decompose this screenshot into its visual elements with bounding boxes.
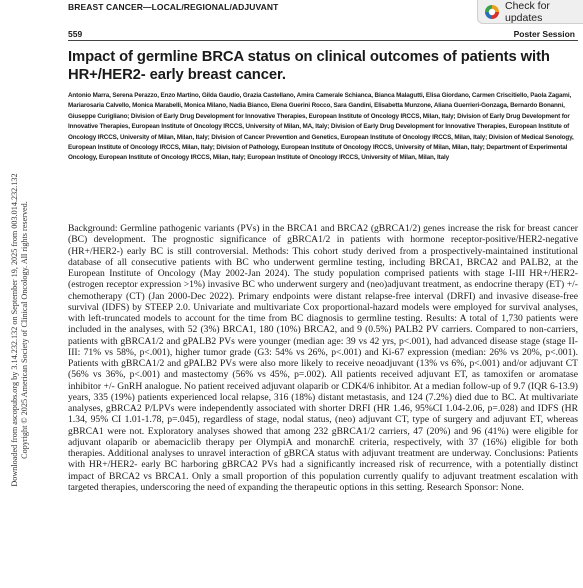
- session-type: Poster Session: [513, 29, 575, 39]
- download-notice-line2: Copyright © 2025 American Society of Clinical Oncology. All rights reserved.: [20, 201, 29, 459]
- check-for-updates-button[interactable]: [477, 0, 583, 24]
- page-number: 559: [68, 29, 83, 39]
- header-divider: [68, 40, 578, 41]
- check-for-updates-label: Check for updates: [505, 0, 550, 24]
- check-for-updates-icon: [484, 4, 500, 20]
- download-notice: [10, 173, 30, 486]
- download-sidebar: [0, 0, 40, 588]
- author-affiliations: Antonio Marra, Serena Perazzo, Enzo Martino, Gilda Gaudio, Grazia Castellano, Amira Camerale Schianca, Bianca Malagutti, Elisa Giordano, Carmen Criscitiello, Paola Zagami, Mariarosaria Calvello, Monica Marabelli, Monica Milano, Nadia Bianco, Elena Guerini Rocco, Sara Gandini, Elisabetta Munzone, Aliana Guerrieri-Gonzaga, Bernardo Bonanni, Giuseppe Curigliano; Division of Early Drug Development for Innovative Therapies, European Institute of Oncology IRCCS, Milan, Italy; Division of Early Drug Development for Innovative Therapies, European Institute of Oncology IRCCS, University of Milan, MA, Italy; Division of Early Drug Development for Innovative Therapies, European Institute of Oncology IRCCS, University of Milan, Milan, Italy; Division of Cancer Prevention and Genetics, European Institute of Oncology IRCCS, Milan, Italy; Division of Medical Senology, European Institute of Oncology IRCCS, Milan, Italy; Division of Pathology, European Institute of Oncology IRCCS, University of Milan, Milan, Italy; Department of Experimental Oncology, European Institute of Oncology IRCCS, Milan, Italy; European Institute of Oncology IRCCS, University of Milan, Milan, Italy: [68, 92, 574, 162]
- section-label: BREAST CANCER—LOCAL/REGIONAL/ADJUVANT: [68, 2, 279, 12]
- download-notice-line1: Downloaded from ascopubs.org by 3.14.232.132 on September 19, 2025 from 003.014.232.132: [10, 173, 19, 487]
- article-title: Impact of germline BRCA status on clinical outcomes of patients with HR+/HER2- early breast cancer.: [68, 49, 550, 83]
- abstract-body: Background: Germline pathogenic variants (PVs) in the BRCA1 and BRCA2 (gBRCA1/2) genes increase the risk for breast cancer (BC) development. The prognostic significance of gBRCA1/2 in patients with hormone receptor-positive/HER2-negative (HR+/HER2-) early BC is still controversial. Methods: This cohort study derived from a prospectively-maintained institutional database of all consecutive patients with BC who underwent germline testing, including BRCA1, BRCA2 and PALB2, at the European Institute of Oncology (May 2002-Jan 2024). The study population comprised patients with stage I-III HR+/HER2- (estrogen receptor expression >1%) invasive BC who underwent surgery and (neo)adjuvant treatment, as endocrine therapy (ET) +/- chemotherapy (CT) (Jan 2000-Dec 2022). Primary endpoints were distant relapse-free interval (DRFI) and invasive disease-free survival (IDFS) by STEEP 2.0. Univariate and multivariate Cox proportional-hazard models were employed for survival analyses, with left-truncated models to account for the time from BC diagnosis to germline testing. Results: A total of 1,730 patients were included in the analyses, with 52 (3%) BRCA1, 180 (10%) BRCA2, and 9 (0.5%) PALB2 PV carriers. Compared to non-carriers, patients with gBRCA1/2 and gPALB2 PVs were younger (median age: 39 vs 42 yrs, p<.001), had advanced disease stage (stage II-III: 71% vs 58%, p<.001), higher tumor grade (G3: 54% vs 26%, p<.001) and Ki-67 expression (median: 26% vs 20%, p<.001). Patients with gBRCA1/2 and gPALB2 PVs were also more likely to receive neoadjuvant (13% vs 6%, p<.001) and/or adjuvant CT (56% vs 36%, p<.001) and mastectomy (56% vs 45%, p=.002). All patients received adjuvant ET, as tamoxifen or aromatase inhibitor +/- GnRH analogue. No patient received adjuvant olaparib or CDK4/6 inhibitor. At a median follow-up of 9.7 (IQR 6-13.9) years, 335 (19%) patients experienced local relapse, 316 (18%) distant metastasis, and 124 (7.2%) died due to BC. At multivariate analyses, gBRCA2 P/LPVs were independently associated with shorter DRFI (HR 1.46, 95%CI 1.04-2.06, p=.028) and IDFS (HR 1.34, 95% CI 1.01-1.78, p=.045), regardless of stage, nodal status, (neo) adjuvant CT, type of surgery and adjuvant ET, whereas gBRCA1 were not. Exploratory analyses showed that among 232 gBRCA1/2 carriers, 47 (20%) and 96 (41%) were eligible for adjuvant olaparib or abemaciclib therapy per OlympiA and monarchE criteria, respectively, with 37 (16%) eligible for both therapies. Additional analyses to unravel interaction of gBRCA status with adjuvant treatment are underway. Conclusions: Patients with HR+/HER2- early BC harboring gBRCA2 PVs had a significantly increased risk of recurrence, with a potentially distinct impact of BRCA2 vs BRCA1. Only a small proportion of this population currently qualify to adjuvant treatment escalation with targeted therapies, underscoring the need of expanding the therapeutic options in this setting. Research Sponsor: None.: [68, 223, 578, 493]
